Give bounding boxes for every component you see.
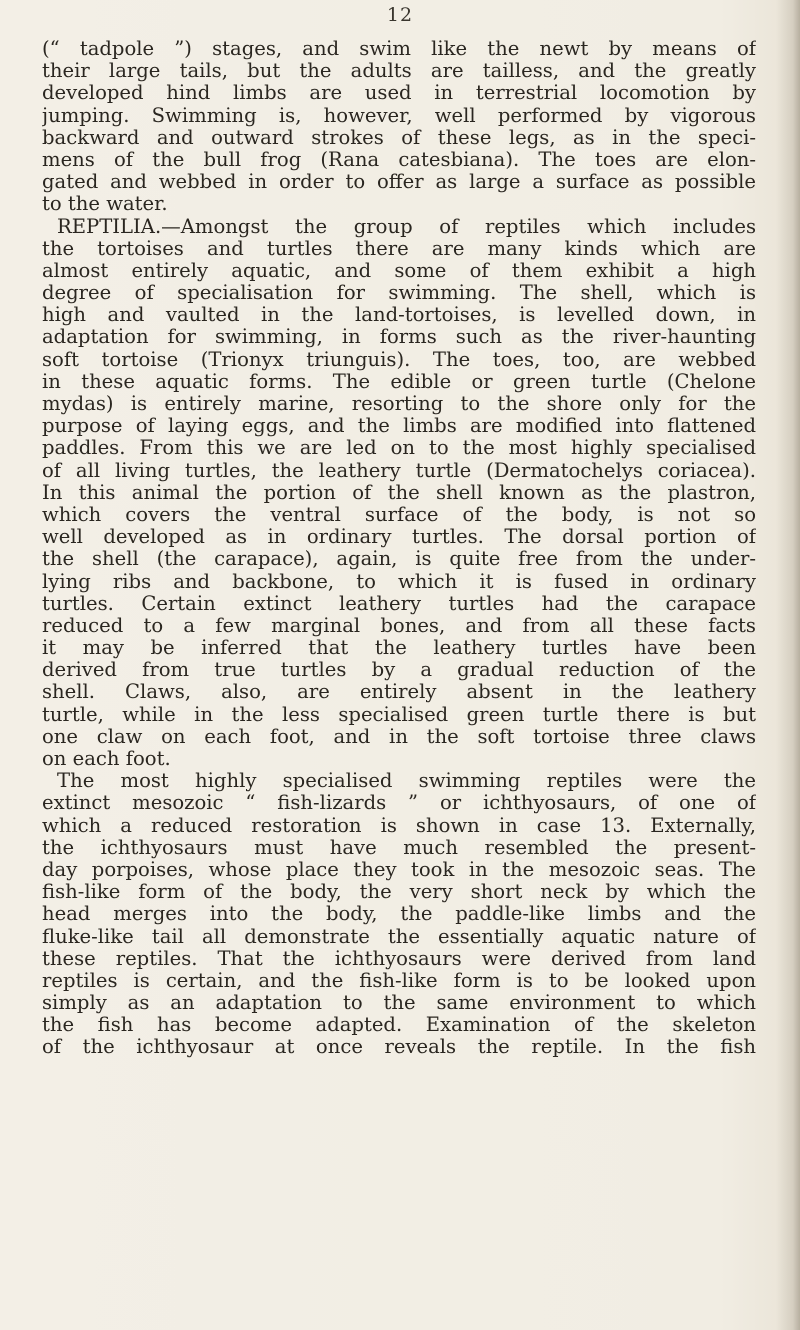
text-line: soft tortoise (Trionyx triunguis). The toes, too, are webbed <box>42 348 756 371</box>
text-line: the ichthyosaurs must have much resembled the present- <box>42 836 756 859</box>
text-line: it may be inferred that the leathery turtles have been <box>42 637 756 660</box>
text-line: shell. Claws, also, are entirely absent in the leathery <box>42 681 756 704</box>
text-line: of all living turtles, the leathery turtle (Dermatochelys coriacea). <box>42 459 756 482</box>
text-line: fish-like form of the body, the very short neck by which the <box>42 881 756 904</box>
text-line: almost entirely aquatic, and some of them exhibit a high <box>42 259 756 282</box>
text-line: which a reduced restoration is shown in case 13. Externally, <box>42 814 756 837</box>
text-line: high and vaulted in the land-tortoises, is levelled down, in <box>42 304 756 327</box>
text-line: adaptation for swimming, in forms such as the river-haunting <box>42 326 756 349</box>
text-line: paddles. From this we are led on to the most highly specialised <box>42 437 756 460</box>
page-edge-shadow <box>776 0 800 1330</box>
text-line: one claw on each foot, and in the soft tortoise three claws <box>42 725 756 748</box>
text-line: The most highly specialised swimming reptiles were the <box>57 770 756 793</box>
text-line: to the water. <box>42 193 168 216</box>
text-line: developed hind limbs are used in terrestrial locomotion by <box>42 82 756 105</box>
text-line: simply as an adaptation to the same environment to which <box>42 992 756 1015</box>
body-text <box>42 38 756 1059</box>
text-line: the tortoises and turtles there are many kinds which are <box>42 237 756 260</box>
page-number: 12 <box>386 4 414 26</box>
text-line: gated and webbed in order to offer as large a surface as possible <box>42 171 756 194</box>
text-line: the shell (the carapace), again, is quite free from the under- <box>42 548 756 571</box>
text-line: derived from true turtles by a gradual reduction of the <box>42 659 756 682</box>
text-line: reduced to a few marginal bones, and from all these facts <box>42 614 756 637</box>
text-line: of the ichthyosaur at once reveals the reptile. In the fish <box>42 1036 756 1059</box>
text-line: head merges into the body, the paddle-like limbs and the <box>42 903 756 926</box>
text-line: their large tails, but the adults are tailless, and the greatly <box>42 60 756 83</box>
text-line: backward and outward strokes of these legs, as in the speci- <box>42 126 756 149</box>
text-line: purpose of laying eggs, and the limbs are modified into flattened <box>42 415 756 438</box>
text-line: (“ tadpole ”) stages, and swim like the newt by means of <box>42 38 756 60</box>
text-line: well developed as in ordinary turtles. The dorsal portion of <box>42 526 756 549</box>
text-line: the fish has become adapted. Examination of the skeleton <box>42 1014 756 1037</box>
text-line: mens of the bull frog (Rana catesbiana). The toes are elon- <box>42 148 756 171</box>
section-heading-line: REPTILIA.—Amongst the group of reptiles which includes <box>57 215 756 238</box>
text-line: on each foot. <box>42 748 171 770</box>
text-line: turtles. Certain extinct leathery turtles had the carapace <box>42 592 756 615</box>
text-line: lying ribs and backbone, to which it is fused in ordinary <box>42 570 756 593</box>
text-line: turtle, while in the less specialised green turtle there is but <box>42 703 756 726</box>
text-line: which covers the ventral surface of the body, is not so <box>42 503 756 526</box>
text-line: day porpoises, whose place they took in the mesozoic seas. The <box>42 858 756 881</box>
text-line: these reptiles. That the ichthyosaurs were derived from land <box>42 947 756 970</box>
text-line: fluke-like tail all demonstrate the essentially aquatic nature of <box>42 925 756 948</box>
text-line: degree of specialisation for swimming. The shell, which is <box>42 282 756 305</box>
text-line: reptiles is certain, and the fish-like form is to be looked upon <box>42 969 756 992</box>
text-line: mydas) is entirely marine, resorting to the shore only for the <box>42 393 756 415</box>
text-line: extinct mesozoic “ fish-lizards ” or ichthyosaurs, of one of <box>42 792 756 815</box>
text-line: in these aquatic forms. The edible or green turtle (Chelone <box>42 370 756 393</box>
text-line: In this animal the portion of the shell known as the plastron, <box>42 481 756 504</box>
text-line: jumping. Swimming is, however, well performed by vigorous <box>42 104 756 127</box>
